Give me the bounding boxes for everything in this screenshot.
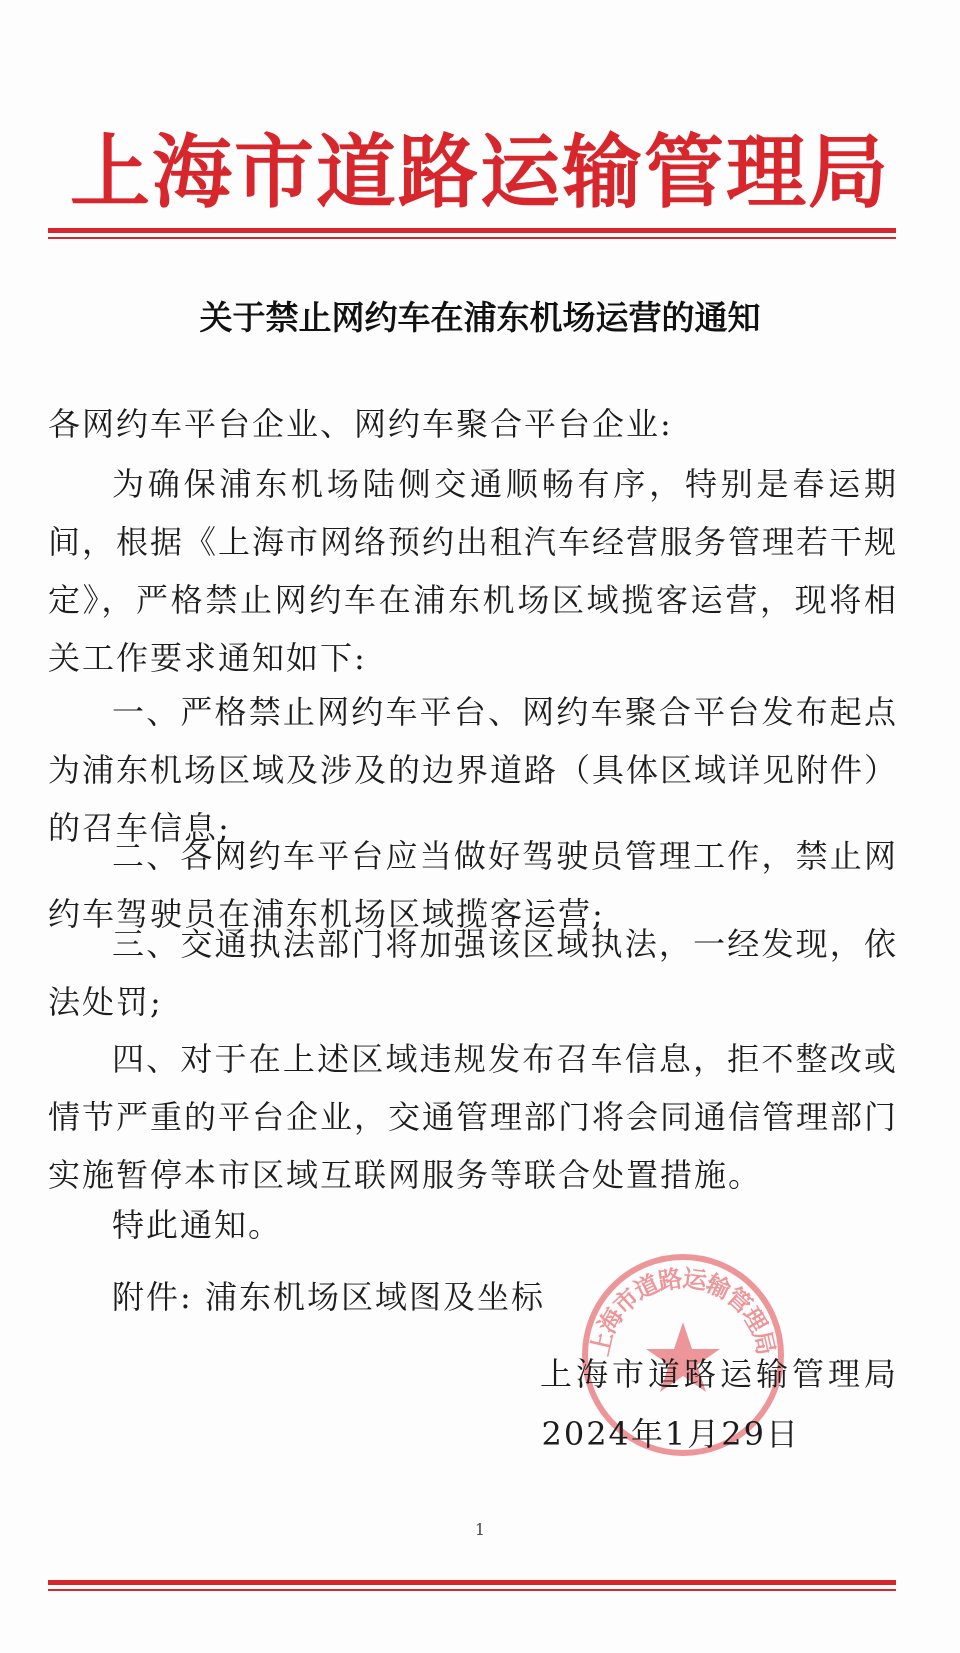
signature-date: 2024年1月29日 <box>541 1415 800 1453</box>
svg-text:上海市道路运输管理局: 上海市道路运输管理局 <box>585 1264 781 1359</box>
footer-rule-thin <box>48 1589 896 1591</box>
paragraph-item-2: 二、各网约车平台应当做好驾驶员管理工作，禁止网约车驾驶员在浦东机场区域揽客运营; <box>48 837 898 933</box>
paragraph-intro: 为确保浦东机场陆侧交通顺畅有序，特别是春运期间，根据《上海市网络预约出租汽车经营服务管理若干规定》，严格禁止网约车在浦东机场区域揽客运营，现将相关工作要求通知如下: <box>48 465 899 677</box>
page-number: 1 <box>474 1520 486 1539</box>
letterhead-title: 上海市道路运输管理局 <box>70 125 890 219</box>
letterhead-rule-thick <box>48 228 896 233</box>
paragraph-item-4: 四、对于在上述区域违规发布召车信息，拒不整改或情节严重的平台企业，交通管理部门将会同通信管理部门实施暂停本市区域互联网服务等联合处置措施。 <box>48 1040 899 1194</box>
footer-rule-thick <box>48 1580 896 1585</box>
signature-organization: 上海市道路运输管理局 <box>539 1355 900 1393</box>
attachment-link[interactable]: 附件: 浦东机场区域图及坐标 <box>112 1278 545 1316</box>
letterhead-rule-thin <box>48 237 896 239</box>
document-title: 关于禁止网约车在浦东机场运营的通知 <box>199 298 761 337</box>
salutation: 各网约车平台企业、网约车聚合平台企业: <box>48 405 673 443</box>
paragraph-item-3: 三、交通执法部门将加强该区域执法，一经发现，依法处罚; <box>48 925 898 1021</box>
paragraph-item-1: 一、严格禁止网约车平台、网约车聚合平台发布起点为浦东机场区域及涉及的边界道路（具体区域详见附件）的召车信息; <box>48 693 899 847</box>
closing-line: 特此通知。 <box>112 1206 283 1244</box>
